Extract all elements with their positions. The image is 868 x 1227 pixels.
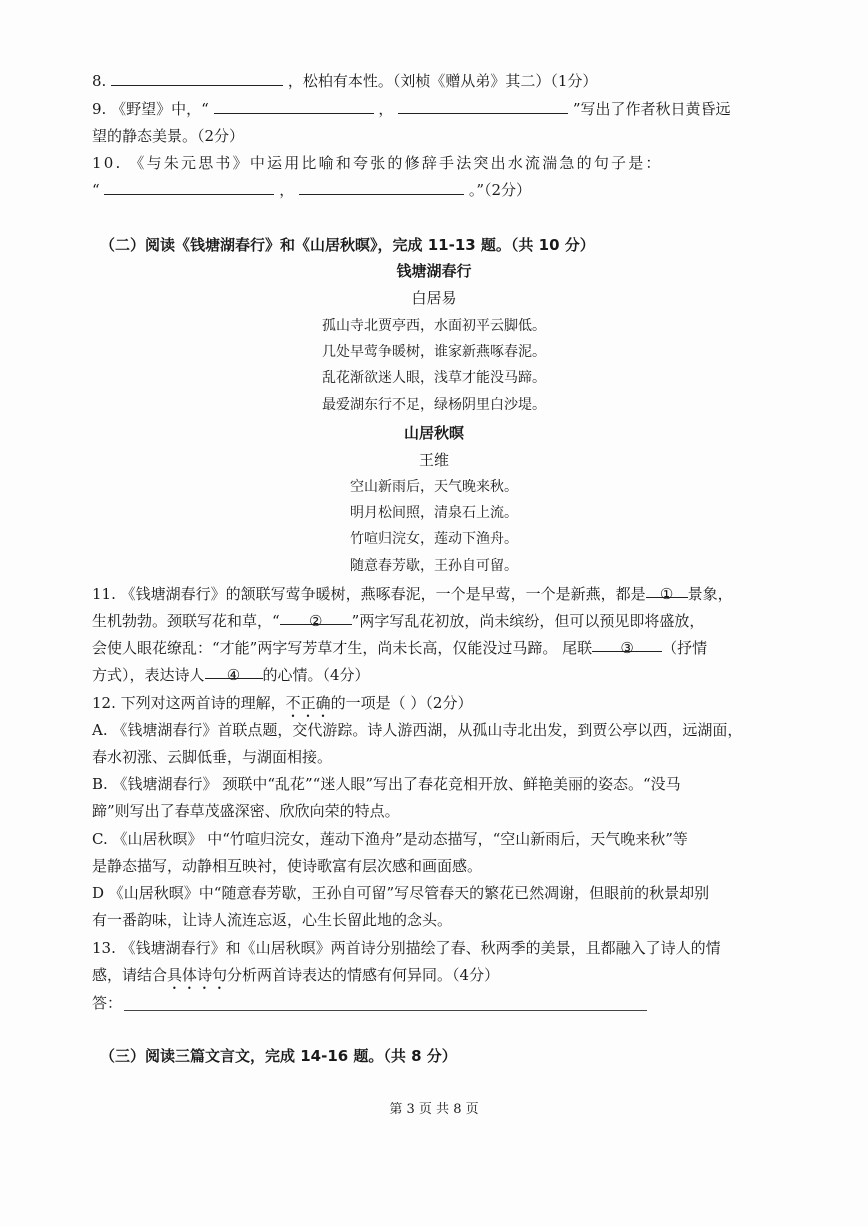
- question-text: 13. 《钱塘湖春行》和《山居秋暝》两首诗分别描绘了春、秋两季的美景，且都融入了诗人的情: [92, 939, 721, 957]
- option-text: C. 《山居秋暝》 中“竹喧归浣女，莲动下渔舟”是动态描写，“空山新雨后，天气晚来秋”等: [92, 830, 688, 848]
- section-heading: （二）阅读《钱塘湖春行》和《山居秋暝》，完成 11-13 题。（共 10 分）: [100, 236, 595, 254]
- question-text: 生机勃勃。颈联写花和草，“: [92, 612, 280, 630]
- question-text: ，松柏有本性。（刘桢《赠从弟》其二）（1分）: [287, 72, 598, 90]
- poem-line: 随意春芳歇，王孙自可留。: [350, 558, 518, 574]
- poem-line: 明月松间照，清泉石上流。: [350, 505, 518, 521]
- answer-blank[interactable]: [592, 637, 662, 657]
- poem-line: 几处早莺争暖树，谁家新燕啄春泥。: [322, 344, 546, 360]
- poem-title: 山居秋暝: [403, 424, 464, 442]
- question-13-cont: [92, 964, 499, 993]
- question-text: 12. 下列对这两首诗的理解，: [92, 694, 286, 712]
- question-8: [92, 70, 597, 92]
- answer-blank[interactable]: [104, 180, 274, 195]
- blank-marker: ②: [308, 612, 323, 630]
- option-b-cont: [92, 800, 400, 822]
- option-d[interactable]: [92, 882, 709, 904]
- question-text: ”写出了作者秋日黄昏远: [572, 100, 731, 118]
- option-d-cont: [92, 909, 452, 931]
- question-number: 8.: [92, 72, 107, 90]
- emphasized-text: 具体诗句: [167, 966, 228, 984]
- question-text: 。”（2分）: [468, 181, 532, 199]
- answer-blank[interactable]: [646, 583, 688, 603]
- option-a[interactable]: [92, 719, 742, 741]
- poem-author: 白居易: [411, 289, 457, 307]
- question-10-cont: [92, 179, 531, 201]
- option-text: 春水初涨、云脚低垂，与湖面相接。: [92, 748, 333, 766]
- option-text: 有一番韵味，让诗人流连忘返，心生长留此地的念头。: [92, 911, 453, 929]
- option-text: 是静态描写，动静相互映衬，使诗歌富有层次感和画面感。: [92, 857, 483, 875]
- answer-blank[interactable]: [214, 99, 374, 114]
- blank-marker: ④: [226, 666, 241, 684]
- question-text: 方式），表达诗人: [92, 666, 205, 684]
- question-text: 感，请结合: [92, 966, 168, 984]
- answer-blank[interactable]: [299, 180, 464, 195]
- poem-line: 最爱湖东行不足，绿杨阴里白沙堤。: [322, 397, 546, 413]
- question-9: [92, 98, 731, 120]
- question-text: 分析两首诗表达的情感有何异同。（4分）: [227, 966, 500, 984]
- option-b[interactable]: [92, 773, 681, 795]
- question-9-cont: [92, 125, 244, 147]
- poem-author: 王维: [418, 451, 449, 469]
- question-11-cont: [92, 664, 370, 686]
- poem-line: 竹喧归浣女，莲动下渔舟。: [350, 531, 518, 547]
- question-text: 11. 《钱塘湖春行》的颔联写莺争暖树，燕啄春泥，一个是早莺，一个是新燕，都是: [92, 585, 646, 603]
- question-11: [92, 583, 733, 605]
- question-13: [92, 937, 721, 959]
- question-11-cont: [92, 610, 704, 632]
- option-c-cont: [92, 855, 482, 877]
- question-text: 会使人眼花缭乱：“才能”两字写芳草才生，尚未长高，仅能没过马蹄。 尾联: [92, 639, 593, 657]
- question-text: 景象，: [687, 585, 733, 603]
- punctuation: “: [92, 181, 100, 199]
- answer-label: 答：: [92, 994, 123, 1012]
- question-text: 9. 《野望》中，“: [92, 100, 209, 118]
- page-footer: 第 3 页 共 8 页: [389, 1102, 479, 1117]
- section-heading: （三）阅读三篇文言文，完成 14-16 题。（共 8 分）: [100, 1047, 457, 1065]
- option-c[interactable]: [92, 828, 688, 850]
- question-11-cont: [92, 637, 707, 659]
- question-text: 的心情。（4分）: [262, 666, 370, 684]
- question-text: 10. 《与朱元思书》中运用比喻和夸张的修辞手法突出水流湍急的句子是：: [92, 154, 663, 172]
- answer-blank[interactable]: [205, 664, 263, 684]
- option-text: B. 《钱塘湖春行》 颈联中“乱花”“迷人眼”写出了春花竞相开放、鲜艳美丽的姿态。“没马: [92, 775, 681, 793]
- emphasized-text: 不正确: [285, 694, 331, 712]
- option-text: A. 《钱塘湖春行》首联点题，交代游踪。诗人游西湖，从孤山寺北出发，到贾公亭以西，远湖面，: [92, 721, 743, 739]
- answer-blank[interactable]: [111, 71, 283, 86]
- question-12: [92, 692, 472, 721]
- poem-title: 钱塘湖春行: [396, 262, 472, 280]
- blank-marker: ①: [659, 585, 674, 603]
- option-a-cont: [92, 746, 332, 768]
- question-text: 望的静态美景。（2分）: [92, 127, 245, 145]
- answer-line[interactable]: [124, 1010, 647, 1011]
- question-10: [92, 152, 663, 174]
- answer-blank[interactable]: [280, 610, 352, 630]
- poem-line: 乱花渐欲迷人眼，浅草才能没马蹄。: [322, 370, 546, 386]
- answer-blank[interactable]: [398, 99, 568, 114]
- question-text: 的一项是（ ）（2分）: [330, 694, 473, 712]
- question-text: （抒情: [662, 639, 708, 657]
- question-text: ”两字写乱花初放，尚未缤纷，但可以预见即将盛放，: [351, 612, 705, 630]
- blank-marker: ③: [620, 639, 634, 657]
- punctuation: ，: [279, 181, 295, 199]
- punctuation: ，: [378, 100, 394, 118]
- poem-line: 孤山寺北贾亭西，水面初平云脚低。: [322, 318, 546, 334]
- option-text: 蹄”则写出了春草茂盛深密、欣欣向荣的特点。: [92, 802, 400, 820]
- poem-line: 空山新雨后，天气晚来秋。: [350, 479, 518, 495]
- option-text: D 《山居秋暝》中“随意春芳歇，王孙自可留”写尽管春天的繁花已然凋谢，但眼前的秋景却别: [92, 884, 710, 902]
